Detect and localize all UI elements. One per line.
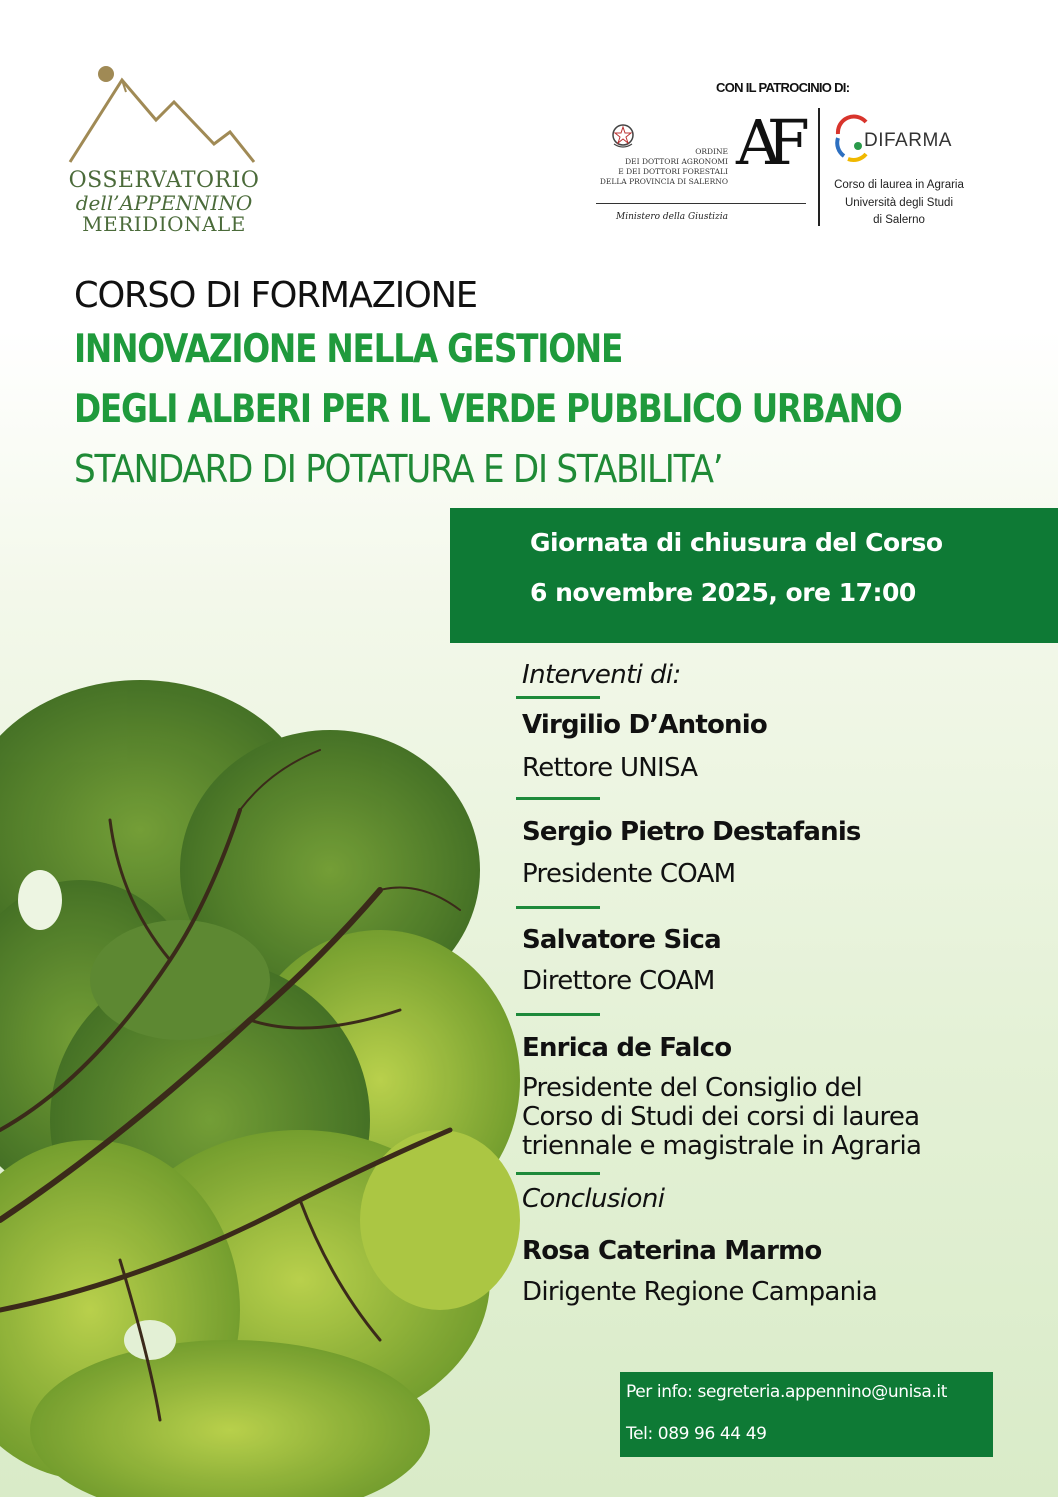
- mountain-icon: [64, 62, 264, 172]
- info-email: Per info: segreteria.appennino@unisa.it: [626, 1382, 947, 1402]
- odaf-divider: [596, 203, 806, 204]
- speaker-name: Sergio Pietro Destafanis: [522, 817, 861, 847]
- speaker-name: Enrica de Falco: [522, 1033, 732, 1063]
- speaker-role: Dirigente Regione Campania: [522, 1277, 878, 1307]
- divider: [516, 696, 600, 699]
- speaker-role: Corso di Studi dei corsi di laurea: [522, 1102, 920, 1132]
- difarma-logo: [828, 108, 978, 228]
- main-title-line-1: INNOVAZIONE NELLA GESTIONE: [74, 327, 623, 372]
- logo-line-1: OSSERVATORIO: [68, 168, 260, 193]
- odaf-line-1: ORDINE: [695, 147, 728, 156]
- logo-line-2: dell’APPENNINO: [75, 191, 253, 215]
- info-phone: Tel: 089 96 44 49: [626, 1424, 767, 1444]
- speaker-role: Presidente COAM: [522, 859, 736, 889]
- speaker-name: Virgilio D’Antonio: [522, 710, 767, 740]
- af-monogram: AF: [736, 106, 796, 179]
- divider: [516, 906, 600, 909]
- difarma-sub-3: di Salerno: [873, 214, 925, 226]
- difarma-sub-1: Corso di laurea in Agraria: [834, 179, 964, 191]
- date-banner: [450, 508, 1058, 643]
- tree-illustration: [0, 660, 540, 1497]
- main-title-line-2: DEGLI ALBERI PER IL VERDE PUBBLICO URBANO: [74, 387, 902, 432]
- subtitle: STANDARD DI POTATURA E DI STABILITA’: [74, 447, 723, 491]
- odaf-line-2: DEI DOTTORI AGRONOMI: [625, 157, 728, 166]
- odaf-line-3: E DEI DOTTORI FORESTALI: [618, 167, 728, 176]
- course-label: CORSO DI FORMAZIONE: [74, 275, 477, 316]
- speaker-role: Rettore UNISA: [522, 753, 698, 783]
- patronage-label: CON IL PATROCINIO DI:: [716, 80, 850, 95]
- observatory-logo: [64, 62, 264, 242]
- conclusions-heading: Conclusioni: [522, 1184, 665, 1214]
- speaker-role: Direttore COAM: [522, 966, 715, 996]
- event-label: Giornata di chiusura del Corso: [530, 528, 943, 557]
- logo-divider: [818, 108, 820, 226]
- speaker-name: Salvatore Sica: [522, 925, 721, 955]
- logo-line-3: MERIDIONALE: [82, 212, 246, 236]
- speaker-name: Rosa Caterina Marmo: [522, 1236, 822, 1266]
- difarma-name: DIFARMA: [864, 130, 952, 151]
- divider: [516, 1172, 600, 1175]
- speaker-role: triennale e magistrale in Agraria: [522, 1131, 922, 1161]
- odaf-logo: [596, 108, 810, 228]
- difarma-sub-2: Università degli Studi: [844, 197, 954, 209]
- odaf-line-4: DELLA PROVINCIA DI SALERNO: [599, 177, 728, 186]
- speaker-role: Presidente del Consiglio del: [522, 1073, 863, 1103]
- info-box: [620, 1372, 993, 1457]
- divider: [516, 1013, 600, 1016]
- speakers-heading: Interventi di:: [522, 660, 681, 690]
- republic-emblem-icon: [610, 122, 636, 150]
- event-date: 6 novembre 2025, ore 17:00: [530, 578, 916, 607]
- ministry-label: Ministero della Giustizia: [616, 212, 728, 222]
- divider: [516, 797, 600, 800]
